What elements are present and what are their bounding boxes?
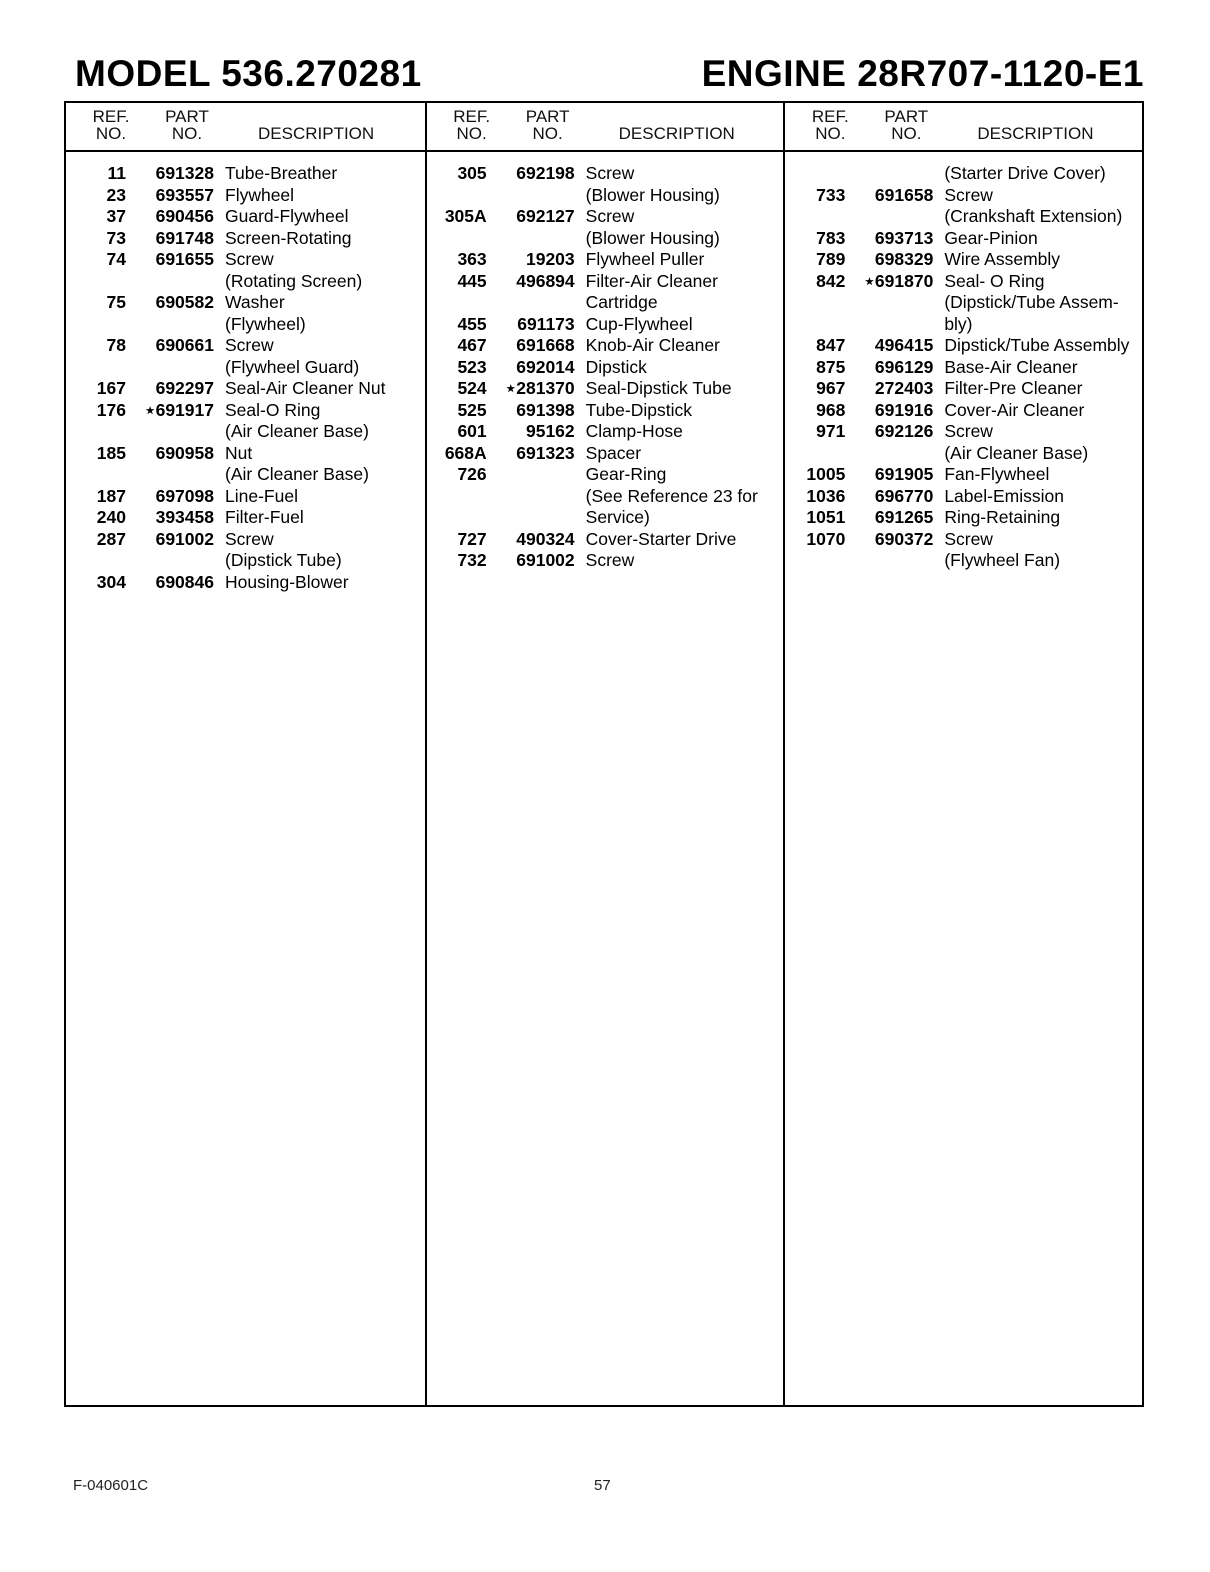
description-cell: bly) xyxy=(944,313,973,334)
part-no-cell: ⋆691917 xyxy=(144,399,214,420)
table-row xyxy=(785,550,1142,572)
table-row xyxy=(785,529,1142,551)
description-cell: Seal-Dipstick Tube xyxy=(585,378,732,398)
description-cell: Spacer xyxy=(585,442,642,463)
ref-no-cell: 73 xyxy=(106,227,126,248)
table-row xyxy=(66,271,425,293)
description-cell: Flywheel xyxy=(225,184,295,205)
table-row xyxy=(785,486,1142,508)
description-cell: (Flywheel) xyxy=(225,313,306,334)
part-no-cell: 95162 xyxy=(525,421,575,441)
parts-list xyxy=(66,163,425,593)
ref-no-cell: 726 xyxy=(457,464,487,484)
ref-no-cell: 304 xyxy=(96,571,126,592)
description-cell: Cup-Flywheel xyxy=(585,313,693,334)
part-no-cell: 691265 xyxy=(874,507,934,527)
table-row xyxy=(66,421,425,443)
description-cell: Tube-Breather xyxy=(225,163,338,183)
description-cell: (Starter Drive Cover) xyxy=(944,163,1106,183)
table-row xyxy=(66,464,425,486)
table-row xyxy=(427,206,784,228)
part-no-cell: 696770 xyxy=(874,485,934,506)
table-row xyxy=(66,314,425,336)
description-cell: (Air Cleaner Base) xyxy=(225,464,369,484)
table-row xyxy=(66,529,425,551)
description-cell: Guard-Flywheel xyxy=(225,206,349,226)
description-cell: Cover-Starter Drive xyxy=(585,528,737,549)
description-cell: Dipstick xyxy=(585,356,647,377)
part-no-cell: 691328 xyxy=(155,163,214,183)
table-row xyxy=(427,335,784,357)
ref-no-cell: 783 xyxy=(816,227,846,248)
part-no-cell: 691323 xyxy=(516,442,575,463)
part-no-cell: 692126 xyxy=(874,421,934,441)
part-no-cell: 691002 xyxy=(155,528,214,549)
ref-no-cell: 445 xyxy=(457,270,487,291)
part-no-cell: 696129 xyxy=(874,356,934,377)
table-row xyxy=(427,271,784,293)
description-cell: (Rotating Screen) xyxy=(225,270,363,291)
table-row xyxy=(427,486,784,508)
description-cell: Screen-Rotating xyxy=(225,227,352,248)
table-row xyxy=(785,507,1142,529)
parts-column-1 xyxy=(66,103,425,1405)
table-row xyxy=(785,206,1142,228)
table-row xyxy=(785,400,1142,422)
description-cell: Filter-Fuel xyxy=(225,507,304,527)
description-header: DESCRIPTION xyxy=(977,124,1094,143)
ref-no-cell: 305A xyxy=(444,206,487,226)
table-row xyxy=(427,421,784,443)
description-cell: Seal-O Ring xyxy=(225,399,321,420)
table-row xyxy=(785,163,1142,185)
table-row xyxy=(785,228,1142,250)
table-row xyxy=(66,400,425,422)
part-no-cell: 691748 xyxy=(155,227,214,248)
part-no-cell: 692297 xyxy=(155,378,214,398)
table-row xyxy=(427,443,784,465)
ref-no-cell: 971 xyxy=(816,421,846,441)
part-no-cell: 691905 xyxy=(874,464,934,484)
part-no-cell: 693557 xyxy=(155,184,214,205)
ref-no-cell: 23 xyxy=(106,184,126,205)
description-cell: Filter-Air Cleaner xyxy=(585,270,718,291)
table-row xyxy=(785,292,1142,314)
part-no-cell: 691658 xyxy=(874,184,934,205)
part-no-cell: 698329 xyxy=(874,249,934,269)
ref-no-cell: 78 xyxy=(106,335,126,355)
table-row xyxy=(785,443,1142,465)
table-row xyxy=(66,378,425,400)
parts-list xyxy=(427,163,784,572)
column-header xyxy=(66,103,425,152)
table-row xyxy=(427,314,784,336)
table-row xyxy=(785,357,1142,379)
ref-no-cell: 732 xyxy=(457,550,487,570)
description-cell: Gear-Ring xyxy=(585,464,667,484)
engine-title: ENGINE 28R707-1120-E1 xyxy=(701,53,1144,94)
part-no-cell: 496894 xyxy=(516,270,575,291)
ref-no-cell: 875 xyxy=(816,356,846,377)
description-cell: Filter-Pre Cleaner xyxy=(944,378,1083,398)
table-row xyxy=(427,249,784,271)
ref-no-header: REF. NO. xyxy=(92,107,130,143)
table-row xyxy=(785,271,1142,293)
parts-table xyxy=(64,101,1144,1407)
part-no-cell: 690456 xyxy=(155,206,214,226)
ref-no-cell: 1051 xyxy=(806,507,846,527)
ref-no-cell: 847 xyxy=(816,335,846,355)
description-cell: Clamp-Hose xyxy=(585,421,683,441)
description-cell: (Dipstick Tube) xyxy=(225,550,342,570)
ref-no-cell: 187 xyxy=(96,485,126,506)
table-row xyxy=(427,529,784,551)
table-row xyxy=(785,335,1142,357)
ref-no-cell: 1036 xyxy=(806,485,846,506)
ref-no-cell: 167 xyxy=(96,378,126,398)
table-row xyxy=(427,357,784,379)
description-header: DESCRIPTION xyxy=(258,124,375,143)
ref-no-cell: 525 xyxy=(457,399,487,420)
description-header: DESCRIPTION xyxy=(618,124,735,143)
description-cell: Screw xyxy=(944,528,993,549)
ref-no-cell: 11 xyxy=(107,163,126,183)
description-cell: Gear-Pinion xyxy=(944,227,1038,248)
ref-no-cell: 363 xyxy=(457,249,487,269)
description-cell: Wire Assembly xyxy=(944,249,1061,269)
part-no-header: PART NO. xyxy=(525,107,570,143)
table-row xyxy=(66,228,425,250)
parts-column-3 xyxy=(783,103,1142,1405)
table-row xyxy=(427,400,784,422)
description-cell: (Blower Housing) xyxy=(585,184,720,205)
part-no-cell: 690372 xyxy=(874,528,934,549)
part-no-header: PART NO. xyxy=(884,107,929,143)
table-row xyxy=(66,249,425,271)
ref-no-cell: 75 xyxy=(106,292,126,312)
ref-no-cell: 967 xyxy=(816,378,846,398)
table-row xyxy=(66,185,425,207)
description-cell: Screw xyxy=(225,528,274,549)
description-cell: Screw xyxy=(585,550,635,570)
part-no-cell: 490324 xyxy=(516,528,575,549)
table-row xyxy=(785,185,1142,207)
table-row xyxy=(66,443,425,465)
ref-no-cell: 523 xyxy=(457,356,487,377)
table-row xyxy=(785,464,1142,486)
part-no-cell: ⋆691870 xyxy=(863,270,934,291)
description-cell: (Air Cleaner Base) xyxy=(944,442,1089,463)
table-row xyxy=(66,357,425,379)
description-cell: (Crankshaft Extension) xyxy=(944,206,1123,226)
part-no-cell: 691002 xyxy=(516,550,575,570)
description-cell: Screw xyxy=(585,163,635,183)
table-row xyxy=(427,507,784,529)
description-cell: (Flywheel Fan) xyxy=(944,550,1061,570)
description-cell: Service) xyxy=(585,507,650,527)
ref-no-cell: 455 xyxy=(457,313,487,334)
part-no-cell: 496415 xyxy=(874,335,934,355)
part-no-cell: 691916 xyxy=(874,399,934,420)
part-no-cell: 692198 xyxy=(516,163,575,183)
ref-no-cell: 1070 xyxy=(806,528,846,549)
description-cell: (Dipstick/Tube Assem- xyxy=(944,292,1119,312)
part-no-cell: 692014 xyxy=(516,356,575,377)
table-row xyxy=(785,314,1142,336)
description-cell: Screw xyxy=(225,335,274,355)
ref-no-cell: 467 xyxy=(457,335,487,355)
ref-no-cell: 305 xyxy=(457,163,487,183)
ref-no-cell: 668A xyxy=(444,442,487,463)
description-cell: Seal- O Ring xyxy=(944,270,1045,291)
description-cell: Screw xyxy=(944,184,993,205)
parts-list xyxy=(785,163,1142,572)
ref-no-cell: 727 xyxy=(457,528,487,549)
table-row xyxy=(427,464,784,486)
column-header xyxy=(427,103,784,152)
table-row xyxy=(66,163,425,185)
description-cell: Screw xyxy=(225,249,274,269)
part-no-cell: 691655 xyxy=(155,249,214,269)
description-cell: Dipstick/Tube Assembly xyxy=(944,335,1130,355)
ref-no-cell: 733 xyxy=(816,184,846,205)
description-cell: Nut xyxy=(225,442,253,463)
table-row xyxy=(66,550,425,572)
description-cell: Washer xyxy=(225,292,285,312)
description-cell: (See Reference 23 for xyxy=(585,485,758,506)
part-no-cell: 692127 xyxy=(516,206,575,226)
parts-column-2 xyxy=(425,103,784,1405)
ref-no-cell: 176 xyxy=(96,399,126,420)
description-cell: Label-Emission xyxy=(944,485,1064,506)
ref-no-cell: 185 xyxy=(96,442,126,463)
table-row xyxy=(785,249,1142,271)
column-header xyxy=(785,103,1142,152)
part-no-cell: 691668 xyxy=(516,335,575,355)
ref-no-header: REF. NO. xyxy=(811,107,849,143)
ref-no-cell: 287 xyxy=(96,528,126,549)
description-cell: Ring-Retaining xyxy=(944,507,1061,527)
description-cell: (Air Cleaner Base) xyxy=(225,421,369,441)
table-row xyxy=(66,335,425,357)
description-cell: Screw xyxy=(944,421,993,441)
part-no-cell: 690958 xyxy=(155,442,214,463)
table-row xyxy=(427,292,784,314)
ref-no-cell: 601 xyxy=(457,421,487,441)
part-no-header: PART NO. xyxy=(165,107,209,143)
table-row xyxy=(66,507,425,529)
description-cell: (Flywheel Guard) xyxy=(225,356,360,377)
ref-no-cell: 789 xyxy=(816,249,846,269)
table-row xyxy=(427,185,784,207)
page-number: 57 xyxy=(594,1477,611,1494)
part-no-cell: 393458 xyxy=(155,507,214,527)
ref-no-cell: 968 xyxy=(816,399,846,420)
description-cell: Base-Air Cleaner xyxy=(944,356,1078,377)
table-row xyxy=(66,206,425,228)
table-row xyxy=(785,378,1142,400)
ref-no-cell: 842 xyxy=(816,270,846,291)
table-row xyxy=(785,421,1142,443)
model-title: MODEL 536.270281 xyxy=(75,53,422,94)
description-cell: Tube-Dipstick xyxy=(585,399,692,420)
description-cell: (Blower Housing) xyxy=(585,227,720,248)
ref-no-header: REF. NO. xyxy=(453,107,491,143)
ref-no-cell: 524 xyxy=(457,378,487,398)
table-row xyxy=(66,292,425,314)
form-code: F-040601C xyxy=(73,1477,149,1494)
description-cell: Fan-Flywheel xyxy=(944,464,1050,484)
part-no-cell: ⋆281370 xyxy=(505,378,575,398)
part-no-cell: 19203 xyxy=(525,249,575,269)
description-cell: Line-Fuel xyxy=(225,485,298,506)
description-cell: Cover-Air Cleaner xyxy=(944,399,1085,420)
description-cell: Cartridge xyxy=(585,292,658,312)
description-cell: Seal-Air Cleaner Nut xyxy=(225,378,386,398)
part-no-cell: 272403 xyxy=(874,378,934,398)
table-row xyxy=(427,550,784,572)
ref-no-cell: 74 xyxy=(106,249,126,269)
part-no-cell: 690582 xyxy=(155,292,214,312)
ref-no-cell: 37 xyxy=(106,206,126,226)
description-cell: Flywheel Puller xyxy=(585,249,705,269)
description-cell: Housing-Blower xyxy=(225,571,349,592)
table-row xyxy=(427,228,784,250)
description-cell: Screw xyxy=(585,206,635,226)
ref-no-cell: 240 xyxy=(96,507,126,527)
part-no-cell: 693713 xyxy=(874,227,934,248)
description-cell: Knob-Air Cleaner xyxy=(585,335,720,355)
part-no-cell: 691173 xyxy=(517,313,575,334)
part-no-cell: 691398 xyxy=(516,399,575,420)
ref-no-cell: 1005 xyxy=(806,464,846,484)
table-row xyxy=(427,163,784,185)
table-row xyxy=(427,378,784,400)
table-row xyxy=(66,486,425,508)
table-row xyxy=(66,572,425,594)
part-no-cell: 690846 xyxy=(155,571,214,592)
part-no-cell: 697098 xyxy=(155,485,214,506)
part-no-cell: 690661 xyxy=(155,335,214,355)
